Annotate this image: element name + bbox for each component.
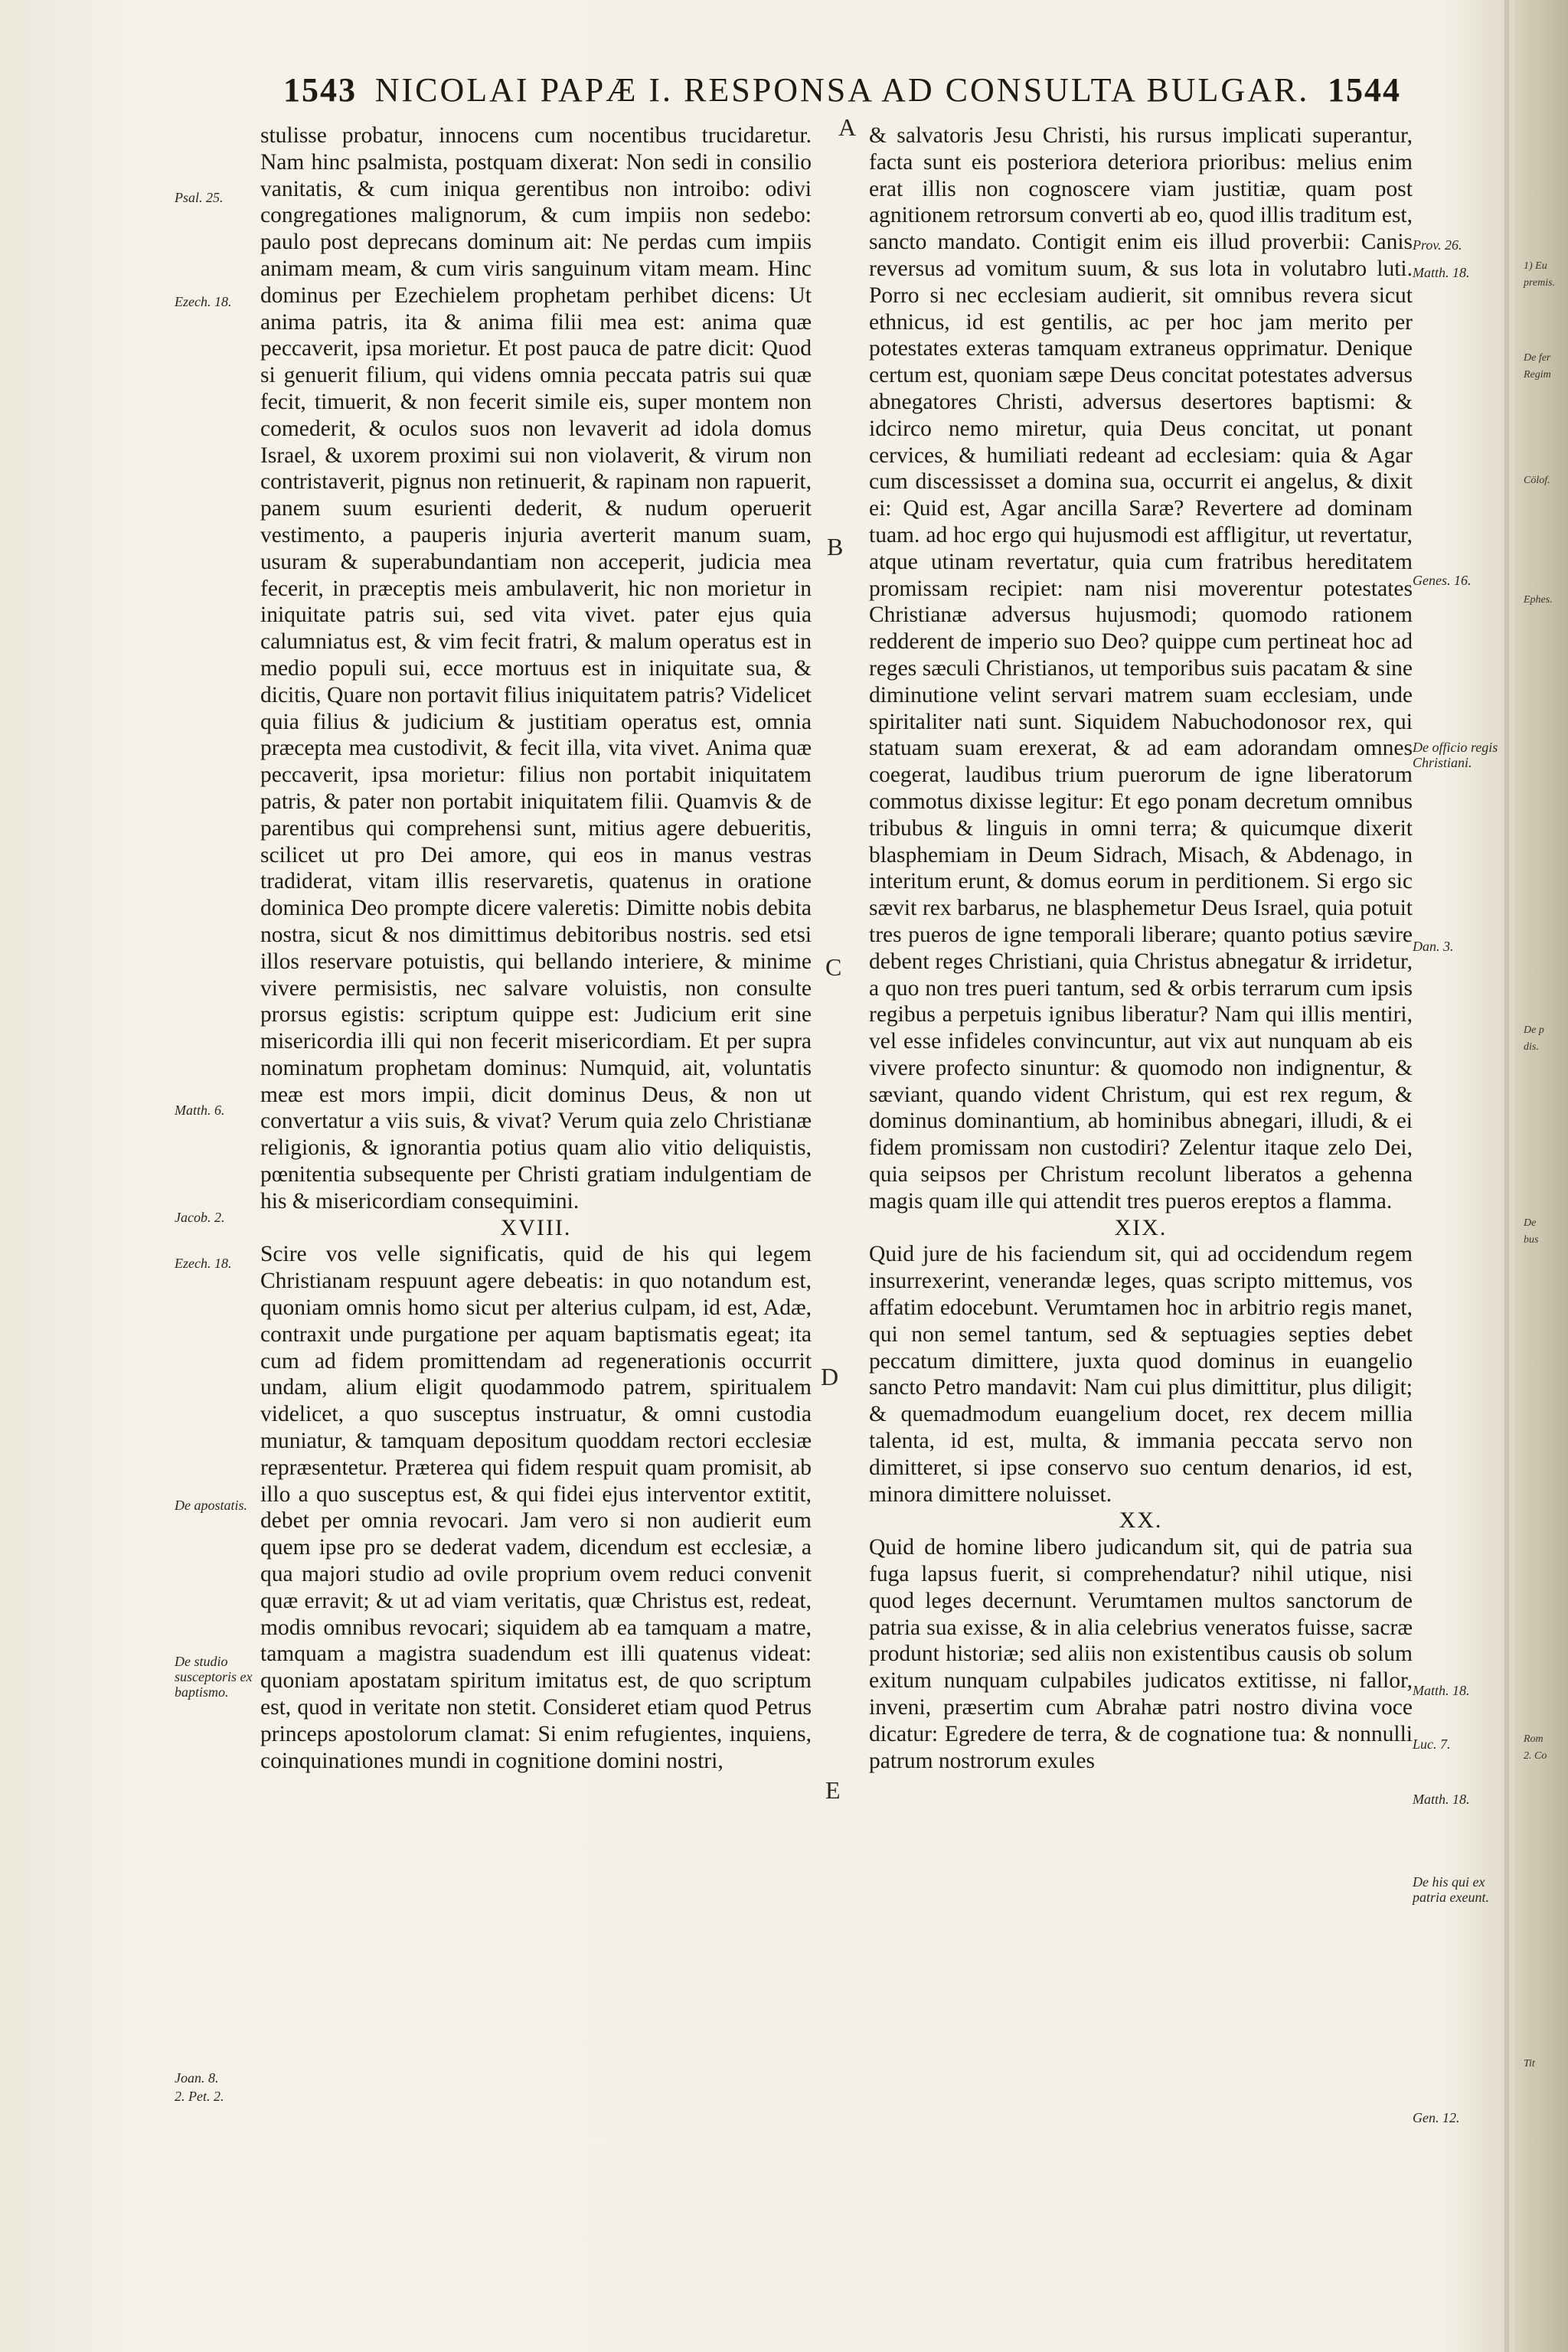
section-letter: E: [825, 1776, 841, 1804]
left-paragraph: Scire vos velle significatis, quid de his qui legem Christianam respuunt agere debeatis: in quo notandum est, quoniam omnis homo sicut per alterius culpam, id est, Adæ, contraxit unde purgatione per aquam baptismatis egeat; ita cum ad fidem promittendam ad regenerationis occurrit undam, alium eligit quodammodo patrem, spiritualem videlicet, a quo susceptus instruatur, & omni custodia muniatur, & tamquam depositum quoddam rectori ecclesiæ repræsentetur. Præterea qui fidem respuit quam promisit, ab illo a quo susceptus est, & qui fidei ejus interventor extitit, debet per omnia revocari. Jam vero si non audierit eum quem ipse pro se dederat vadem, dicendum est ecclesiæ, a qua majori studio ad ovile proprium ovem reduci convenit quæ erravit; & ut ad viam veritatis, quæ Christus est, redeat, modis omnibus revocari; siquidem ab ea tamquam a matre, tamquam a magistra suadendum est illi quatenus videat: quoniam apostatam spiritum imitatus est, de quo scriptum est, quod in veritate non stetit. Consideret etiam quod Petrus princeps apostolorum clamat: Si enim refugientes, inquiens, coinquinationes mundi in cognitione domini nostri,: [260, 1242, 812, 1773]
edge-fragment: premis.: [1524, 277, 1556, 289]
margin-reference: Matth. 18.: [1413, 265, 1470, 280]
margin-reference: Ezech. 18.: [175, 1256, 232, 1271]
section-number: XX.: [1119, 1508, 1163, 1534]
margin-reference: Joan. 8.: [175, 2070, 219, 2086]
margin-reference: Jacob. 2.: [175, 1210, 225, 1225]
edge-fragment: Tit: [1524, 2058, 1535, 2069]
edge-fragment: Cölof.: [1524, 475, 1550, 486]
section-letter: A: [838, 113, 857, 141]
edge-fragment: De: [1524, 1217, 1537, 1229]
edge-fragment: dis.: [1524, 1041, 1539, 1053]
section-letter: B: [827, 533, 844, 560]
edge-fragment: De fer: [1524, 352, 1551, 364]
margin-reference: Ezech. 18.: [175, 294, 232, 309]
margin-subject: De officio regis Christiani.: [1413, 740, 1498, 770]
left-column: [260, 122, 812, 1774]
running-title: NICOLAI PAPÆ I. RESPONSA AD CONSULTA BULGAR.: [374, 71, 1310, 109]
left-paragraph: stulisse probatur, innocens cum nocentibus trucidaretur. Nam hinc psalmista, postquam dixerat: Non sedi in consilio vanitatis, & cum iniqua gerentibus non introibo: odivi congregationes malignorum, & cum impiis non sedebo: paulo post deprecans dominum ait: Ne perdas cum impiis animam meam, & cum viris sanguinum vitam meam. Hinc dominus per Ezechielem prophetam perhibet dicens: Ut anima patris, ita & anima filii mea est: anima quæ peccaverit, ipsa morietur. Et post pauca de patre dicit: Quod si genuerit filium, qui videns omnia peccata patris sui quæ fecit, timuerit, & non fecerit simile eis, super montem non comederit, & oculos suos non levaverit ad idola domus Israel, & uxorem proximi sui non violaverit, & virum non contristaverit, pignus non retinuerit, & rapinam non rapuerit, panem suum esurienti dederit, & nudum operuerit vestimento, a pauperis injuria averterit manum suam, usuram & superabundantiam non acceperit, judicia mea fecerit, in præceptis meis ambulaverit, hic non morietur in iniquitate patris sui, sed vita vivet. pater ejus quia calumniatus est, & vim fecit fratri, & malum operatus est in medio populi sui, ecce mortuus est in iniquitate sua, & dicitis, Quare non portavit filius iniquitatem patris? Videlicet quia filius & judicium & justitiam operatus est, omnia præcepta mea custodivit, & fecit illa, vita vivet. Anima quæ peccaverit, ipsa morietur: filius non portabit iniquitatem patris, & pater non portabit iniquitatem filii. Quamvis & de parentibus qui comprehensi sunt, mitius agere debueritis, scilicet ut pro Dei amore, qui eos in manus vestras tradiderat, vitam illis reservaretis, quatenus in oratione dominica Deo prompte dicere valeretis: Dimitte nobis debita nostra, sicut & nos dimittimus debitoribus nostris. sed etsi illos reservare potuistis, qui bellando interiere, & minime vivere permisistis, nec salvare voluistis, non consulte prorsus egistis: scriptum quippe est: Judicium erit sine misericordia illi qui non fecerit misericordiam. Et per supra nominatum prophetam dominus: Numquid, ait, voluntatis meæ est mors impii, dicit dominus Deus, & non ut convertatur a viis suis, & vivat? Verum quia zelo Christianæ religionis, & ignorantia potius quam alio vitio deliquistis, pœnitentia subsequente per Christi gratiam indulgentiam de his & misericordiam consequimini.: [260, 123, 812, 1214]
margin-reference: Matth. 18.: [1413, 1792, 1470, 1807]
right-column: [869, 122, 1413, 1774]
edge-fragment: 2. Co: [1524, 1750, 1547, 1762]
margin-reference: 2. Pet. 2.: [175, 2089, 224, 2104]
facing-page-edge: [1514, 0, 1568, 2352]
margin-reference: Luc. 7.: [1413, 1736, 1451, 1752]
edge-fragment: bus: [1524, 1234, 1539, 1246]
page-number-left: 1543: [283, 71, 357, 109]
section-number: XVIII.: [500, 1214, 572, 1240]
margin-reference: Matth. 18.: [1413, 1683, 1470, 1698]
section-letter: D: [821, 1363, 839, 1390]
edge-fragment: De p: [1524, 1024, 1544, 1036]
margin-reference: Psal. 25.: [175, 190, 224, 205]
margin-subject: De studio susceptoris ex baptismo.: [175, 1654, 253, 1700]
margin-reference: Genes. 16.: [1413, 573, 1472, 588]
edge-fragment: Rom: [1524, 1733, 1544, 1745]
edge-fragment: Ephes.: [1524, 594, 1553, 606]
running-header: [283, 70, 1401, 116]
margin-reference: Prov. 26.: [1413, 237, 1462, 253]
page-number-right: 1544: [1328, 71, 1401, 109]
right-paragraph: Quid de homine libero judicandum sit, qui de patria sua fuga lapsus fuerit, si comprehendatur? nihil utique, nisi quod leges decernunt. Verumtamen multos sanctorum de patria sua exisse, & in alia celebrius veneratos fuisse, sacræ produnt historiæ; sed aliis non existentibus causis ob solum exitum nunquam culpabiles judicatos extitisse, ni fallor, inveni, præsertim cum Abrahæ patri nostro divina voce dicatur: Egredere de terra, & de cognatione tua: & nonnulli patrum nostrorum exules: [869, 1535, 1413, 1773]
margin-subject: De his qui ex patria exeunt.: [1413, 1874, 1489, 1905]
right-paragraph: Quid jure de his faciendum sit, qui ad occidendum regem insurrexerint, venerandæ leges, quas scripto mittemus, vos affatim edocebunt. Verumtamen hoc in arbitrio regis manet, qui non semel tantum, sed & septuagies septies debet peccatum dimittere, juxta quod dominus in euangelio sancto Petro mandavit: Nam cui plus dimittitur, plus diligit; & quemadmodum euangelium docet, rex decem millia talenta, id est, multa, & immania peccata servo non dimitteret, si ipse conservo suo centum denarios, id est, minora dimittere noluisset.: [869, 1242, 1413, 1507]
edge-fragment: Regim: [1524, 369, 1551, 381]
section-letter: C: [825, 953, 842, 981]
gutter-shadow: [1504, 0, 1509, 2352]
margin-subject: De apostatis.: [175, 1498, 248, 1513]
edge-fragment: 1) Eu: [1524, 260, 1547, 272]
right-paragraph: & salvatoris Jesu Christi, his rursus implicati superantur, facta sunt eis posteriora deteriora prioribus: melius enim erat illis non cognoscere viam justitiæ, quam post agnitionem retrorsum converti ab eo, quod illis traditum est, sancto mandato. Contigit enim eis illud proverbii: Canis reversus ad vomitum suum, & sus lota in volutabro luti. Porro si nec ecclesiam audierit, sit omnibus revera sicut ethnicus, id est gentilis, ac per hoc jam merito per potestates exteras tamquam extraneus opprimatur. Denique certum est, quoniam sæpe Deus concitat potestates adversus abnegatores Christi, adversus desertores baptismi: & idcirco nemo miretur, quia Deus concitat, ut ponant cervices, & humiliati redeant ad ecclesiam: quia & Agar cum discessisset a domina sua, occurrit ei angelus, & dixit ei: Quid est, Agar ancilla Saræ? Revertere ad dominam tuam. ad hoc ergo qui hujusmodi est affligitur, ut revertatur, atque utinam revertatur, quia cum fratribus hereditatem promissam recipiet: nam nisi moverentur potestates Christianæ adversus hujusmodi; quomodo rationem redderent de imperio suo Deo? quippe cum pertineat hoc ad reges sæculi Christianos, ut temporibus suis pacatam & sine diminutione velint servari matrem suam ecclesiam, unde spiritaliter nati sunt. Siquidem Nabuchodonosor rex, qui statuam suam erexerat, & ad eam adorandam omnes coegerat, laudibus trium puerorum de igne liberatorum commotus dixisse legitur: Et ego ponam decretum omnibus tribubus & linguis in omni terra; & quicumque dixerit blasphemiam in Deum Sidrach, Misach, & Abdenago, in interitum erunt, & domus eorum in perditionem. Si ergo sic sævit rex barbarus, ne blasphemetur Deus Israel, quia potuit tres pueros de igne temporali liberare; quanto potius sævire debent reges Christiani, quia Christus abnegatur & irridetur, a quo non tres pueri tantum, sed & orbis terrarum cum ipsis regibus a perpetuis ignibus liberatur? Nam qui illis mentiri, vel esse infideles convincuntur, aut vix aut nunquam ab eis vivere profecto sinuntur: & quomodo non indignentur, & sæviant, quando vident Christum, qui est rex regum, & dominus dominantium, ab hominibus abnegari, illudi, & ei fidem promissam non custodiri? Zelentur itaque zelo Dei, quia seipsos per Christum recolunt liberatos a gehenna magis quam ille qui attendit tres pueros ereptos a flamma.: [869, 123, 1413, 1214]
margin-reference: Dan. 3.: [1413, 939, 1454, 954]
margin-reference: Matth. 6.: [175, 1102, 225, 1118]
margin-reference: Gen. 12.: [1413, 2110, 1460, 2125]
section-number: XIX.: [1114, 1214, 1168, 1240]
